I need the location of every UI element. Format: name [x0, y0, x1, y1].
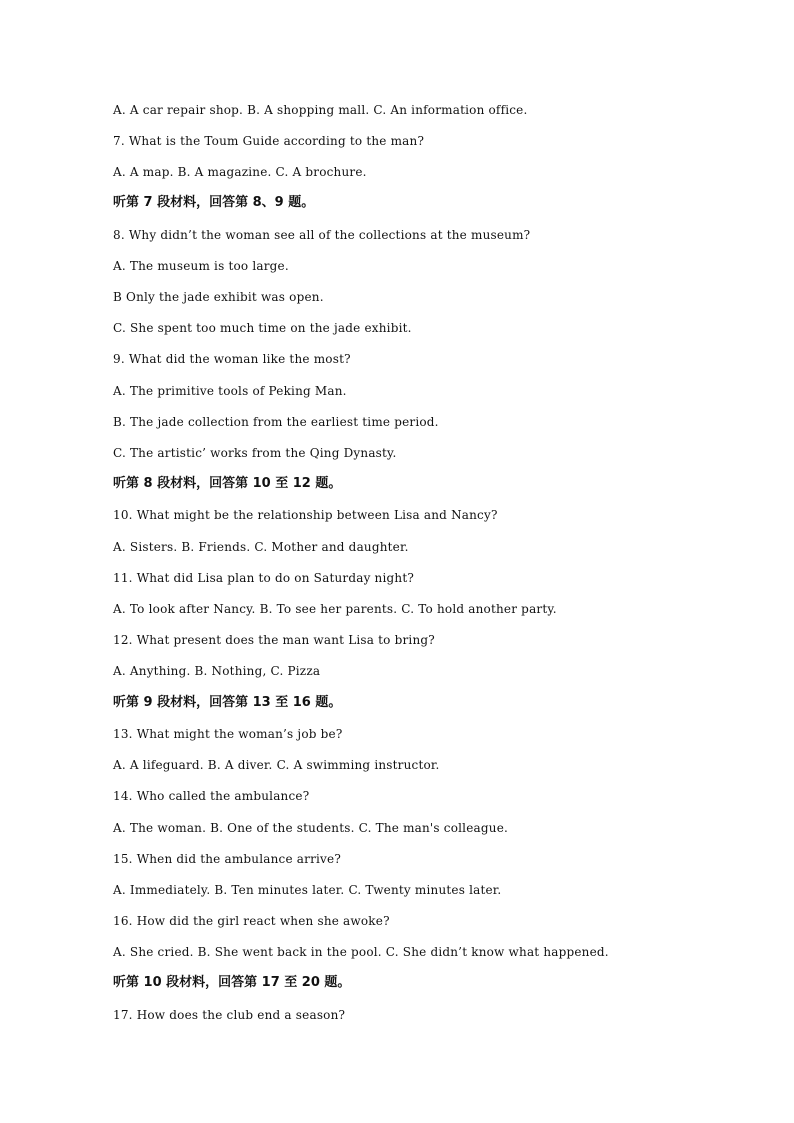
question-line: 8. Why didn’t the woman see all of the collections at the museum? [113, 228, 531, 242]
option-line: A. To look after Nancy. B. To see her parents. C. To hold another party. [113, 602, 557, 616]
option-line: A. The primitive tools of Peking Man. [113, 384, 347, 398]
section-heading: 听第 9 段材料，回答第 13 至 16 题。 [113, 695, 342, 710]
option-line: B Only the jade exhibit was open. [113, 290, 324, 304]
option-line: B. The jade collection from the earliest time period. [113, 415, 439, 429]
question-line: 14. Who called the ambulance? [113, 789, 310, 803]
question-line: 10. What might be the relationship between Lisa and Nancy? [113, 508, 498, 522]
question-line: 17. How does the club end a season? [113, 1008, 346, 1022]
option-line: A. A car repair shop. B. A shopping mall. C. An information office. [113, 103, 528, 117]
question-line: 13. What might the woman’s job be? [113, 727, 343, 741]
question-line: 12. What present does the man want Lisa to bring? [113, 633, 435, 647]
option-line: A. Sisters. B. Friends. C. Mother and daughter. [113, 540, 409, 554]
question-line: 9. What did the woman like the most? [113, 352, 351, 366]
option-line: A. Anything. B. Nothing, C. Pizza [113, 664, 321, 678]
question-line: 7. What is the Toum Guide according to the man? [113, 134, 425, 148]
question-line: 11. What did Lisa plan to do on Saturday night? [113, 571, 414, 585]
option-line: A. A map. B. A magazine. C. A brochure. [113, 165, 367, 179]
option-line: A. Immediately. B. Ten minutes later. C. Twenty minutes later. [113, 883, 502, 897]
section-heading: 听第 7 段材料，回答第 8、9 题。 [113, 195, 315, 210]
section-heading: 听第 10 段材料，回答第 17 至 20 题。 [113, 975, 351, 990]
question-line: 16. How did the girl react when she awoke? [113, 914, 390, 928]
option-line: A. The museum is too large. [113, 259, 289, 273]
question-line: 15. When did the ambulance arrive? [113, 852, 341, 866]
section-heading: 听第 8 段材料，回答第 10 至 12 题。 [113, 476, 342, 491]
option-line: C. The artistic’ works from the Qing Dynasty. [113, 446, 397, 460]
option-line: C. She spent too much time on the jade exhibit. [113, 321, 412, 335]
option-line: A. A lifeguard. B. A diver. C. A swimming instructor. [113, 758, 440, 772]
option-line: A. She cried. B. She went back in the pool. C. She didn’t know what happened. [113, 945, 609, 959]
option-line: A. The woman. B. One of the students. C. The man's colleague. [113, 821, 509, 835]
